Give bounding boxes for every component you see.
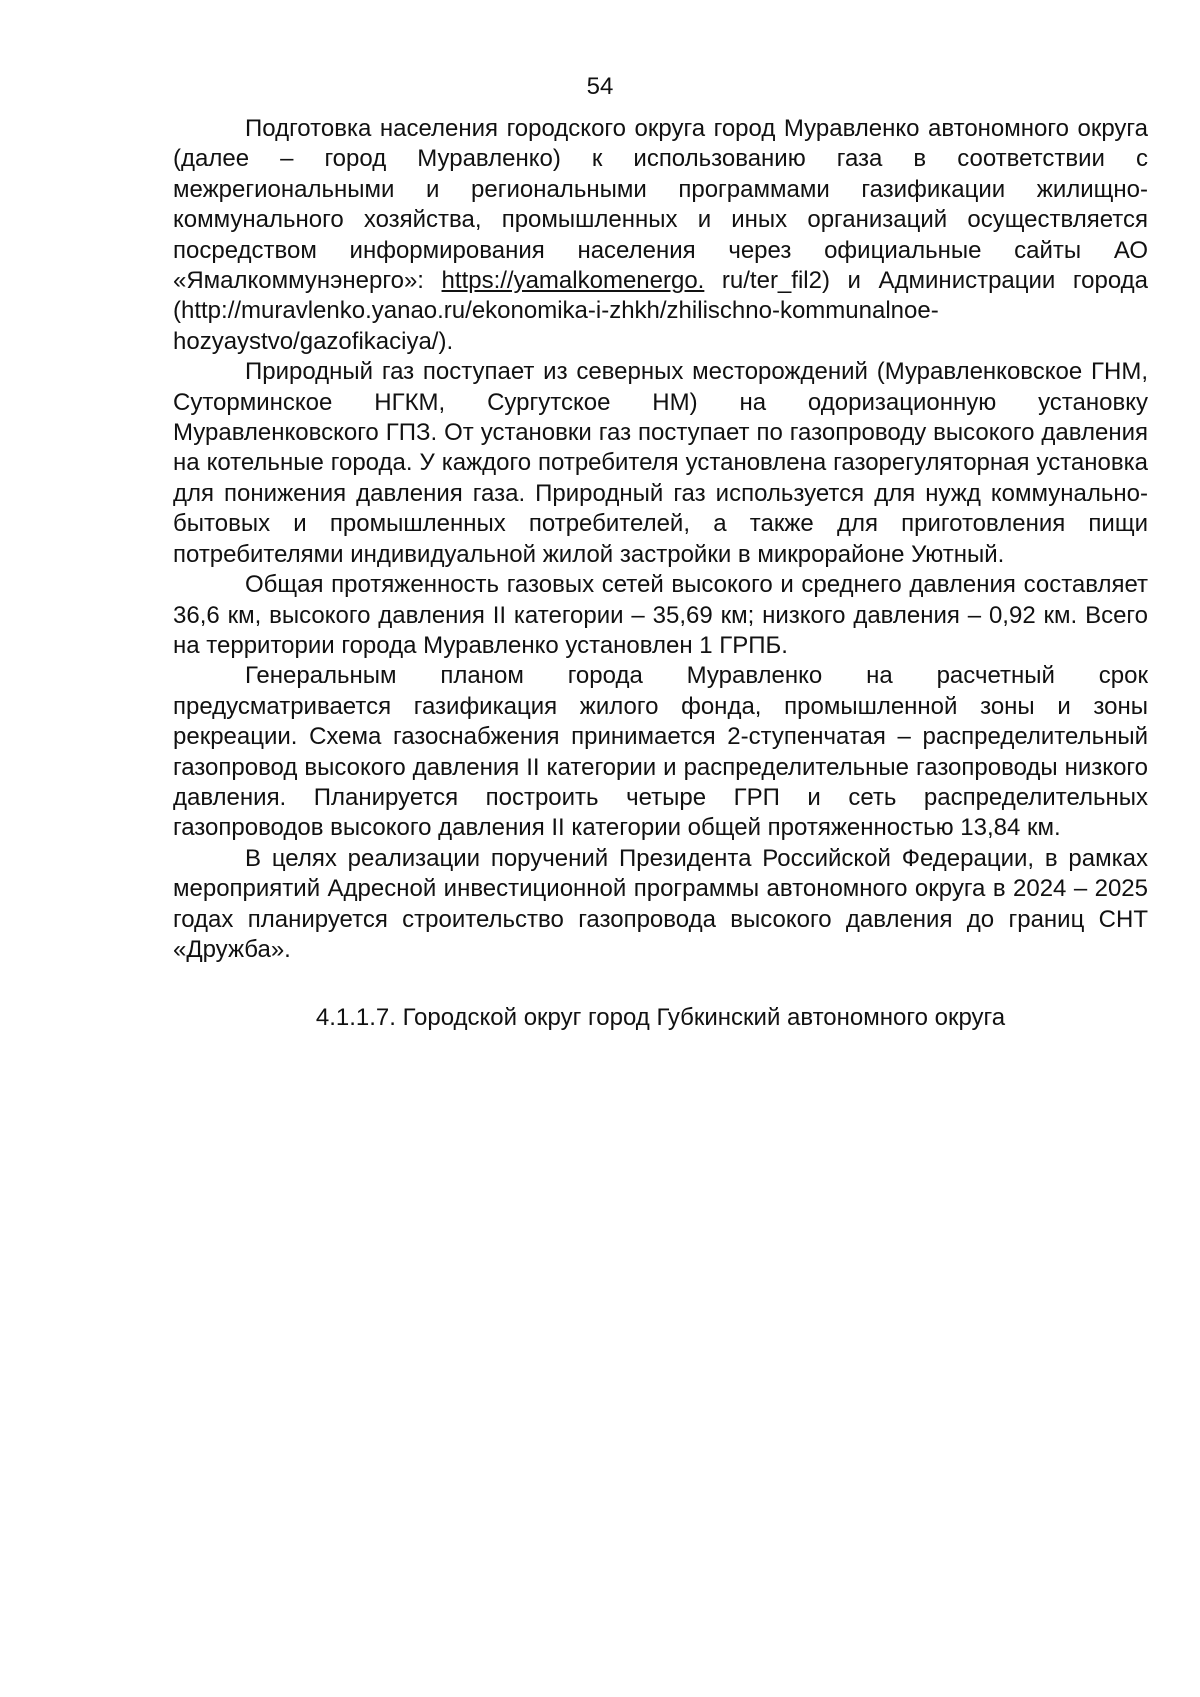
paragraph-investment-program: В целях реализации поручений Президента Российской Федерации, в рамках мероприятий Адресной инвестиционной программы автономного округа в 2024 – 2025 годах планируется строительство газопровода высокого давления до границ СНТ «Дружба». <box>173 844 1148 963</box>
paragraph-text: Подготовка населения городского округа город Муравленко автономного округа (далее – город Муравленко) к использованию газа в соответствии с межрегиональными и региональными программами газификации жилищно-коммунального хозяйства, промышленных и иных организаций осуществляется посредством информирования населения через официальные сайты АО «Ямалкоммунэнерго»: <box>173 115 1148 295</box>
document-body <box>173 114 1148 1033</box>
paragraph-network-length: Общая протяженность газовых сетей высокого и среднего давления составляет 36,6 км, высокого давления II категории – 35,69 км; низкого давления – 0,92 км. Всего на территории города Муравленко установлен 1 ГРПБ. <box>173 571 1148 659</box>
yamalkomenergo-link[interactable]: https://yamalkomenergo. <box>441 267 705 295</box>
page-number: 54 <box>586 73 614 100</box>
paragraph-gas-preparation <box>173 114 1148 357</box>
paragraph-gas-supply: Природный газ поступает из северных месторождений (Муравленковское ГНМ, Суторминское НГКМ, Сургутское НМ) на одоризационную установку Муравленковского ГПЗ. От установки газ поступает по газопроводу высокого давления на котельные города. У каждого потребителя установлена газорегуляторная установка для понижения давления газа. Природный газ используется для нужд коммунально-бытовых и промышленных потребителей, а также для приготовления пищи потребителями индивидуальной жилой застройки в микрорайоне Уютный. <box>173 358 1148 568</box>
paragraph-general-plan: Генеральным планом города Муравленко на расчетный срок предусматривается газификация жилого фонда, промышленной зоны и зоны рекреации. Схема газоснабжения принимается 2-ступенчатая – распределительный газопровод высокого давления II категории и распределительные газопроводы низкого давления. Планируется построить четыре ГРП и сеть распределительных газопроводов высокого давления II категории общей протяженностью 13,84 км. <box>173 662 1148 842</box>
section-heading: 4.1.1.7. Городской округ город Губкинский автономного округа <box>315 1004 1006 1032</box>
paragraph-text: ru/ter_fil2) и Администрации города (http://muravlenko.yanao.ru/ekonomika-i-zhkh/zhilischno-kommunalnoe-hozyaystvo/gazofikaciya/). <box>173 267 1149 355</box>
